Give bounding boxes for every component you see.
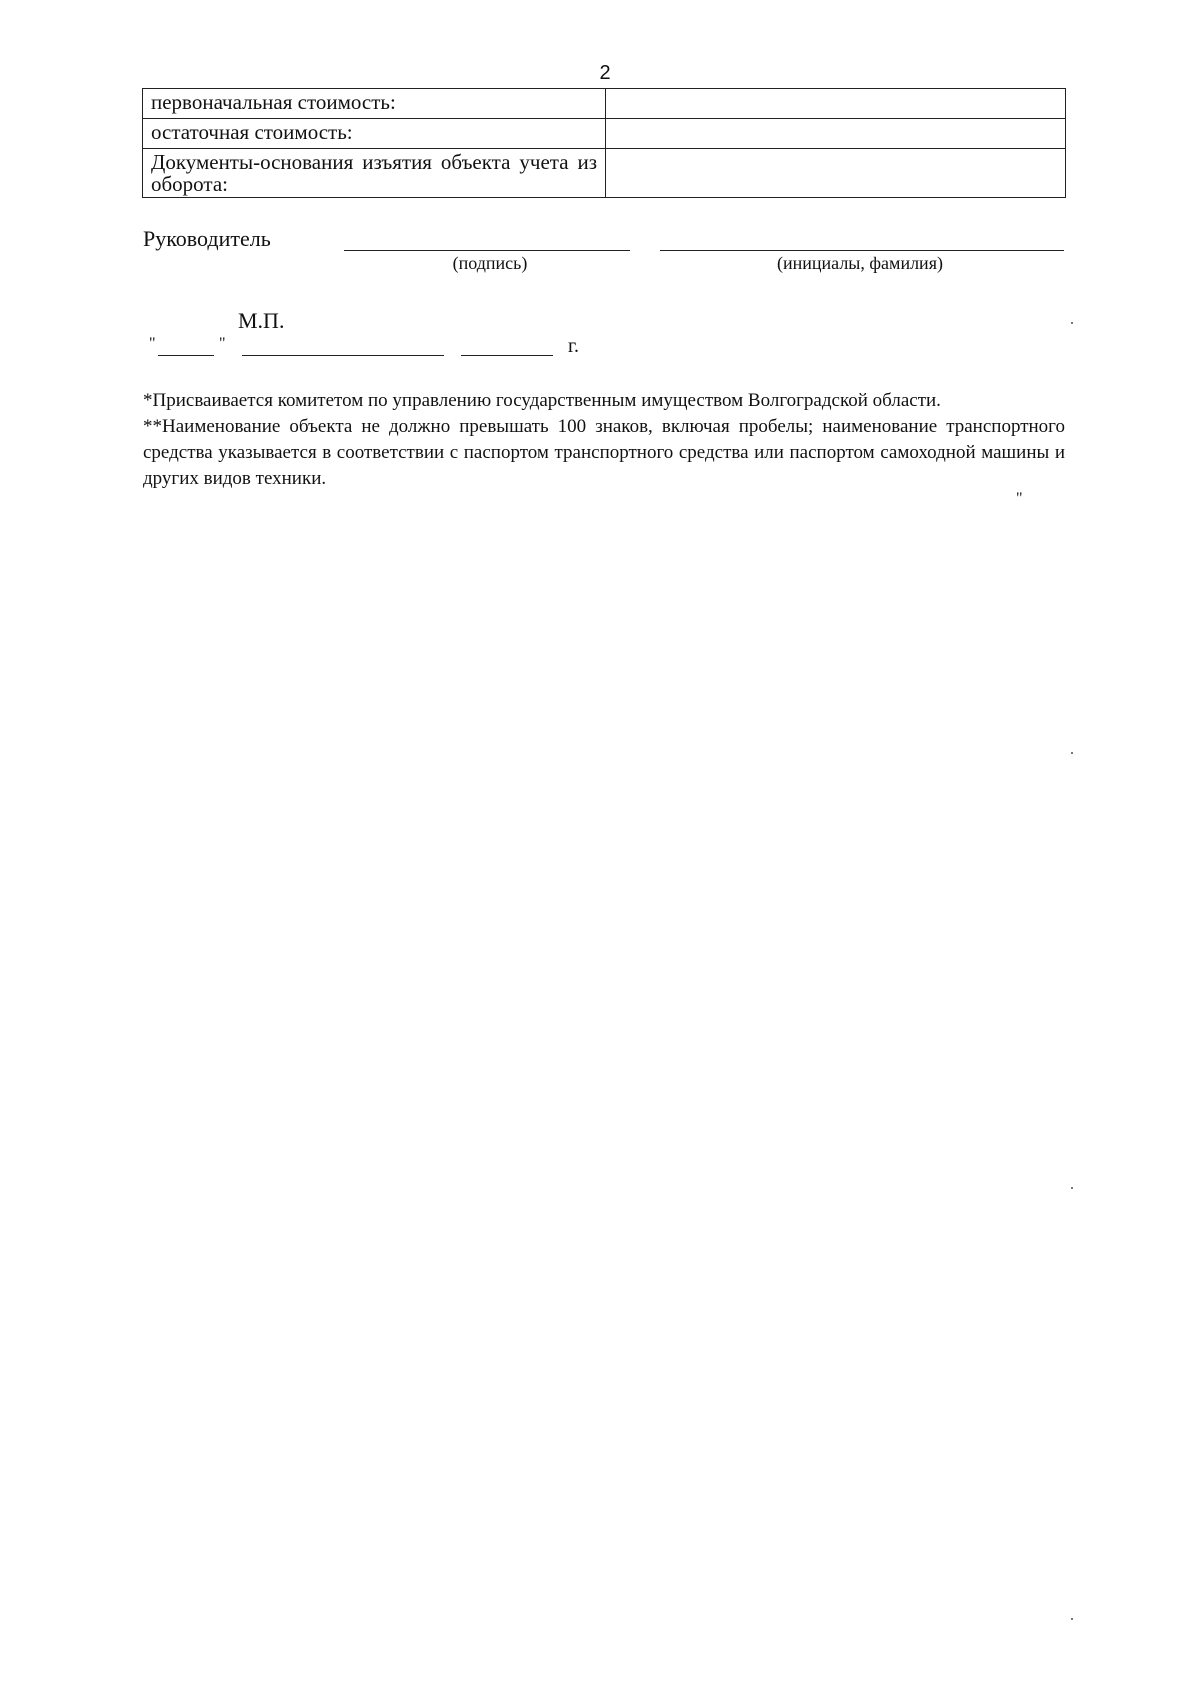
stamp-label: М.П. [238, 308, 285, 333]
table-row [143, 119, 1066, 149]
year-line [461, 355, 553, 356]
scan-mark [1071, 322, 1073, 324]
residual-cost-value [606, 119, 1066, 149]
date-open-quote: " [149, 335, 156, 352]
page-number: 2 [599, 62, 611, 84]
scan-mark [1071, 752, 1073, 754]
year-suffix: г. [568, 335, 579, 357]
asset-info-table [142, 88, 1066, 198]
scan-mark [1071, 1187, 1073, 1189]
scan-mark [1071, 1618, 1073, 1620]
name-line [660, 250, 1064, 251]
signature-line [344, 250, 630, 251]
initial-cost-value [606, 89, 1066, 119]
footnote-2: **Наименование объекта не должно превышать 100 знаков, включая пробелы; наименование транспортного средства указывается в соответствии с паспортом транспортного средства или паспортом самоходной машины и других видов техники. [143, 416, 1065, 489]
head-label: Руководитель [143, 226, 271, 251]
day-line [158, 355, 214, 356]
table-row [143, 89, 1066, 119]
month-line [242, 355, 444, 356]
residual-cost-label: остаточная стоимость: [143, 119, 606, 149]
footnote-1: *Присваивается комитетом по управлению государственным имуществом Волгоградской области. [143, 390, 941, 411]
withdrawal-documents-value [606, 149, 1066, 198]
initial-cost-label: первоначальная стоимость: [143, 89, 606, 119]
date-close-quote: " [219, 335, 226, 352]
withdrawal-documents-label: Документы-основания изъятия объекта учета из оборота: [143, 149, 606, 198]
footnotes [143, 388, 1065, 492]
table-row [143, 149, 1066, 198]
signature-caption: (подпись) [452, 253, 528, 273]
name-caption: (инициалы, фамилия) [777, 253, 943, 273]
stray-mark: " [1016, 490, 1023, 507]
